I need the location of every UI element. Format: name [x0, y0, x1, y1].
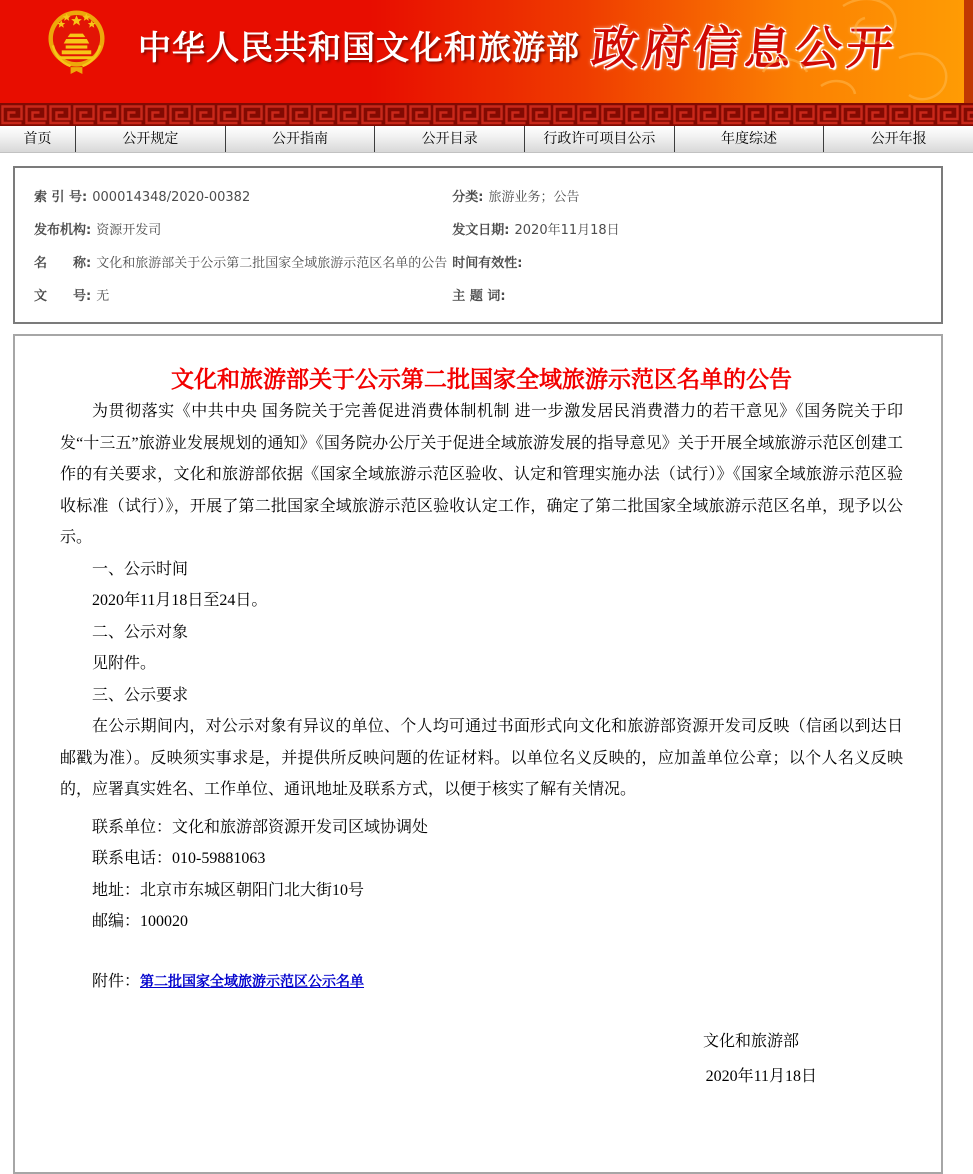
section-heading-3: 三、公示要求 [92, 686, 189, 704]
main-nav [0, 126, 973, 153]
article-title: 文化和旅游部关于公示第二批国家全域旅游示范区名单的公告 [171, 367, 792, 392]
meta-label: 主 题 词: [452, 289, 506, 304]
section-body-1: 2020年11月18日至24日。 [92, 592, 268, 609]
contact-zip: 邮编：100020 [92, 913, 189, 930]
contact-phone: 联系电话：010-59881063 [92, 850, 266, 867]
nav-item-2[interactable]: 公开指南 [225, 126, 375, 152]
signature-org: 文化和旅游部 [702, 1033, 799, 1050]
meta-label: 发布机构: [34, 223, 92, 238]
meta-value: 2020年11月18日 [514, 223, 620, 238]
meta-value: 无 [96, 289, 110, 304]
contact-block [60, 812, 903, 938]
contact-address: 地址：北京市东城区朝阳门北大街10号 [92, 881, 365, 899]
meta-row [33, 214, 923, 247]
meta-row [33, 280, 923, 313]
meta-label: 文 号: [34, 289, 92, 304]
nav-item-3[interactable]: 公开目录 [374, 126, 524, 152]
nav-item-5[interactable]: 年度综述 [674, 126, 824, 152]
contact-unit: 联系单位：文化和旅游部资源开发司区域协调处 [92, 818, 429, 836]
attachment-link[interactable]: 第二批国家全域旅游示范区公示名单 [140, 973, 365, 990]
attachment-row [60, 966, 903, 999]
section-heading-1: 一、公示时间 [92, 560, 189, 578]
document-meta-table [33, 181, 923, 313]
meta-row [33, 181, 923, 214]
nav-item-1[interactable]: 公开规定 [75, 126, 225, 152]
meta-value: 000014348/2020-00382 [92, 190, 251, 205]
meta-value: 资源开发司 [96, 223, 162, 238]
document-meta-box [13, 166, 943, 324]
meta-label: 时间有效性: [452, 256, 523, 271]
meander-border [0, 103, 973, 126]
nav-item-4[interactable]: 行政许可项目公示 [524, 126, 674, 152]
attachment-label: 附件： [92, 972, 141, 990]
meta-row [33, 247, 923, 280]
article-intro: 为贯彻落实《中共中央 国务院关于完善促进消费体制机制 进一步激发居民消费潜力的若干意见》《国务院关于印发“十三五”旅游业发展规划的通知》《国务院办公厅关于促进全域旅游发展的指导意见》关于开展全域旅游示范区创建工作的有关要求，文化和旅游部依据《国家全域旅游示范区验收、认定和管理实施办法（试行）》《国家全域旅游示范区验收标准（试行）》，开展了第二批国家全域旅游示范区验收认定工作，确定了第二批国家全域旅游示范区名单，现予以公示。 [60, 403, 903, 546]
site-section-title: 政府信息公开 [589, 21, 901, 75]
section-body-3: 在公示期间内，对公示对象有异议的单位、个人均可通过书面形式向文化和旅游部资源开发司反映（信函以到达日邮戳为准）。反映须实事求是，并提供所反映问题的佐证材料。以单位名义反映的，应加盖单位公章；以个人名义反映的，应署真实姓名、工作单位、通讯地址及联系方式，以便于核实了解有关情况。 [60, 718, 903, 798]
meta-value: 旅游业务；公告 [488, 190, 580, 205]
national-emblem-icon [47, 6, 106, 77]
meta-value: 文化和旅游部关于公示第二批国家全域旅游示范区名单的公告 [96, 256, 448, 271]
meta-label: 发文日期: [452, 223, 510, 238]
section-heading-2: 二、公示对象 [92, 623, 189, 641]
signature-date: 2020年11月18日 [705, 1068, 817, 1085]
meta-label: 名 称: [34, 256, 92, 271]
nav-item-6[interactable]: 公开年报 [823, 126, 973, 152]
ministry-title: 中华人民共和国文化和旅游部 [138, 28, 580, 67]
cloud-decoration-icon [703, 0, 973, 103]
section-body-2: 见附件。 [92, 655, 157, 672]
meta-label: 索 引 号: [34, 190, 88, 205]
site-header [0, 0, 973, 103]
nav-item-0[interactable]: 首页 [23, 131, 52, 147]
article-box [13, 334, 943, 1174]
meta-label: 分类: [452, 190, 484, 205]
